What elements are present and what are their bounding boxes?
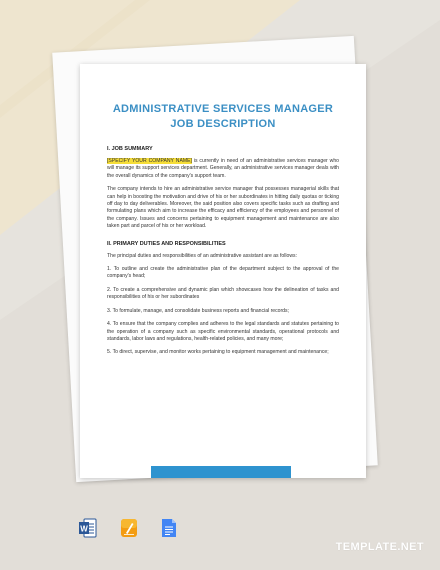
duty-item: 2. To create a comprehensive and dynamic plan which showcases how the delineation of tasks and responsibilities of his or her subordinates bbox=[107, 286, 339, 301]
summary-paragraph-2: The company intends to hire an administrative service manager that possesses managerial skills that can help in boosting the motivation and drive of his or her subordinates in hitting daily quotas or ticking off day to day deliverables. Moreover, the said position also covers specific tasks such as drafting and formulating plans which aim to increase the efficacy and efficiency of the employees and personnel of the company. Issues and concerns pertaining to equipment management and maintenance are also taken part and parcel of his or her workload. bbox=[107, 186, 339, 230]
duty-item: 3. To formulate, manage, and consolidate business reports and financial records; bbox=[107, 307, 289, 314]
pages-icon[interactable] bbox=[120, 518, 138, 538]
section-heading-duties: II. PRIMARY DUTIES AND RESPONSIBILITIES bbox=[107, 240, 226, 247]
title-line-1: ADMINISTRATIVE SERVICES MANAGER bbox=[112, 103, 334, 115]
svg-text:W: W bbox=[80, 524, 88, 534]
document-footer-bar bbox=[151, 466, 291, 478]
duty-item: 1. To outline and create the administrative plan of the department subject to the approval of the company's head; bbox=[107, 266, 339, 280]
summary-paragraph-1 bbox=[107, 158, 339, 180]
word-icon[interactable] bbox=[79, 518, 97, 538]
document-title bbox=[107, 102, 339, 132]
duty-item: 5. To direct, supervise, and monitor works pertaining to equipment management and maintenance; bbox=[107, 349, 329, 356]
brand-logo[interactable]: TEMPLATE.NET bbox=[335, 541, 424, 553]
section-heading-summary: I. JOB SUMMARY bbox=[107, 146, 153, 152]
google-docs-icon[interactable] bbox=[160, 518, 178, 538]
summary-text: is currently in need of an administrative services manager who will manage its support services department. Generally, an administrative services manager deals with the overall dynamics of the company's support team. bbox=[107, 158, 339, 179]
document-page bbox=[80, 64, 366, 478]
duties-intro: The principal duties and responsibilities of an administrative assistant are as follows: bbox=[107, 252, 297, 259]
title-line-2: JOB DESCRIPTION bbox=[170, 118, 276, 130]
duty-item: 4. To ensure that the company complies and adheres to the legal standards and statutes pertaining to the operation of a company such as specific environmental standards, operational protocols and standards, labor laws and regulations, health-related policies, and many more; bbox=[107, 321, 339, 342]
company-name-placeholder: [SPECIFY YOUR COMPANY NAME] bbox=[107, 158, 192, 164]
